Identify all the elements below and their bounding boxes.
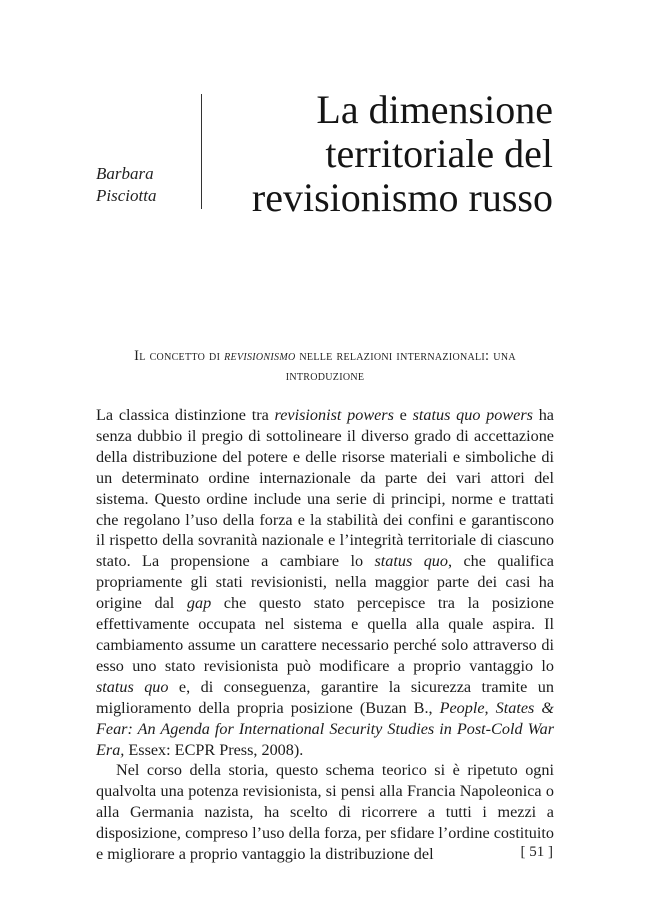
italic-run: status quo powers — [412, 406, 533, 424]
author-name — [96, 163, 196, 207]
text-run: La classica distinzione tra — [96, 406, 275, 424]
text-run: Essex: ECPR Press, 2008). — [124, 740, 304, 759]
italic-run: status quo — [96, 677, 169, 696]
paragraph-1 — [96, 405, 554, 760]
section-heading-pre: Il concetto di — [134, 348, 225, 364]
italic-run: People, States & Fear: An Agenda for International Security Studies in Post-Cold War Era, — [96, 698, 554, 759]
body-text — [96, 405, 554, 865]
chapter-title — [193, 88, 553, 220]
text-run: , che qualifica propriamente gli stati revisionisti, nella maggior parte dei casi ha origine dal — [96, 552, 554, 613]
italic-run: status quo — [374, 552, 448, 571]
text-run: ha senza dubbio il pregio di sottolineare il diverso grado di accettazione della distribuzione del potere e delle risorse materiali e simboliche di un determinato ordine internazionale da parte dei vari attori del sistema. Questo ordine include una serie di principi, norme e trattati che regolano l’uso della forza e la stabilità dei confini e garantiscono il rispetto della sovranità nazionale e l’integrità territoriale di ciascuno stato. La propensione a cambiare lo — [96, 406, 554, 571]
author-first-name: Barbara — [96, 164, 154, 183]
section-heading-post: nelle relazioni internazionali: una introduzione — [285, 348, 516, 384]
title-line-2: territoriale del — [325, 131, 553, 176]
text-run: che questo stato percepisce tra la posizione effettivamente occupata nel sistema e quella alla quale aspira. Il cambiamento assume un carattere necessario perché solo attraverso di esso uno stato revisionista può modificare a proprio vantaggio lo — [96, 594, 554, 675]
title-line-3: revisionismo russo — [251, 175, 553, 220]
page-number: [ 51 ] — [520, 844, 553, 860]
section-heading-em: revisionismo — [224, 348, 296, 364]
author-last-name: Pisciotta — [96, 186, 157, 205]
italic-run: gap — [186, 594, 212, 613]
text-run: e, di conseguenza, garantire la sicurezza tramite un miglioramento della propria posizione (Buzan B., — [96, 677, 554, 717]
title-line-1: La dimensione — [316, 87, 553, 132]
section-heading — [96, 346, 554, 386]
italic-run: revisionist powers — [274, 406, 394, 424]
text-run: e — [393, 406, 413, 424]
paragraph-2: Nel corso della storia, questo schema teorico si è ripetuto ogni qualvolta una potenza revisionista, si pensi alla Francia Napoleonica o alla Germania nazista, ha scelto di ricorrere a tutti i mezzi a disposizione, compreso l’uso della forza, per sfidare l’ordine costituito e migliorare a proprio vantaggio la distribuzione del — [96, 761, 554, 864]
